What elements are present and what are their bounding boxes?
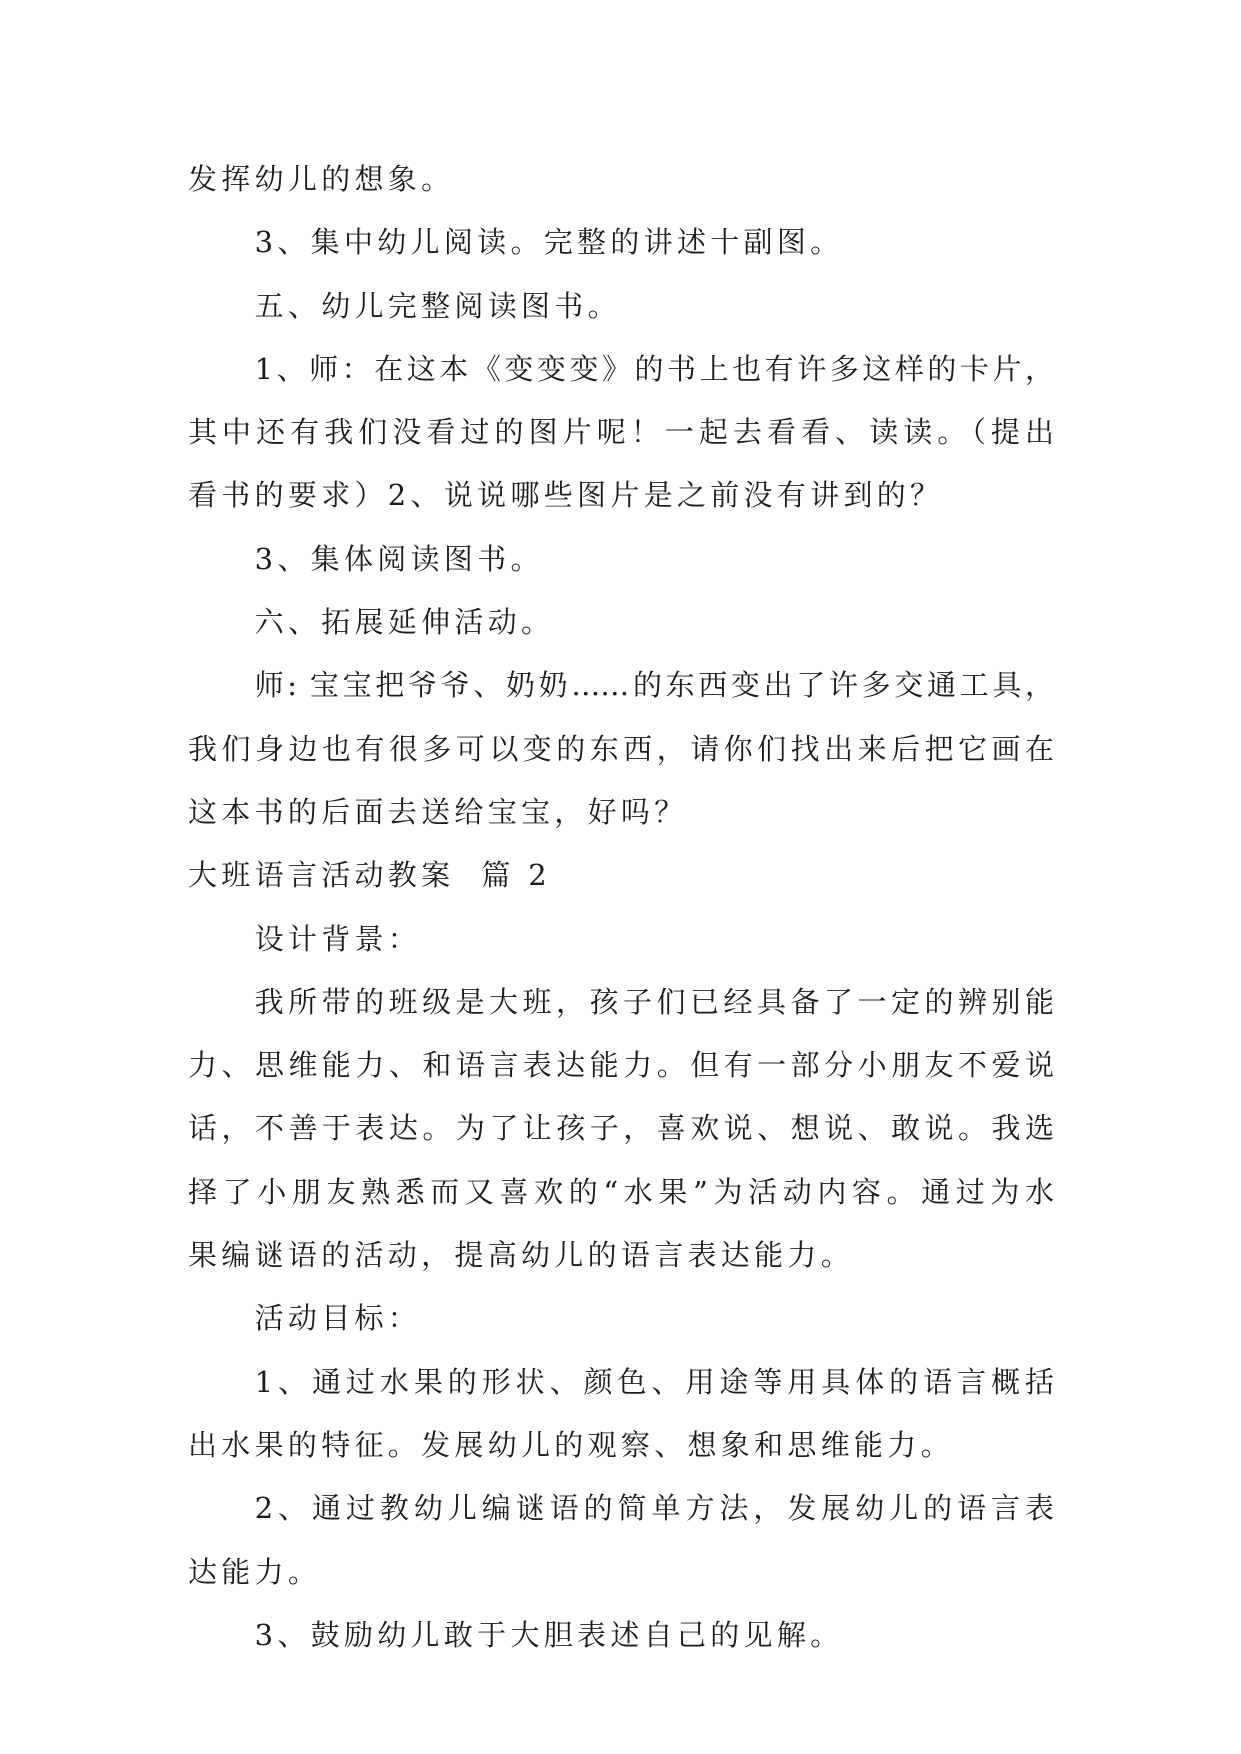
text-line: 其中还有我们没看过的图片呢！一起去看看、读读。（提出 [188,415,1054,450]
text-line: 活动目标： [254,1301,422,1336]
text-line: 3、集中幼儿阅读。完整的讲述十副图。 [254,225,844,260]
text-line: 六、拓展延伸活动。 [254,605,555,640]
text-line: 力、思维能力、和语言表达能力。但有一部分小朋友不爱说 [188,1048,1054,1083]
text-line: 果编谜语的活动，提高幼儿的语言表达能力。 [188,1238,855,1273]
text-line: 看书的要求）2、说说哪些图片是之前没有讲到的？ [188,478,944,513]
text-line: 五、幼儿完整阅读图书。 [254,288,621,323]
text-line: 话，不善于表达。为了让孩子，喜欢说、想说、敢说。我选 [188,1111,1054,1146]
text-line: 我们身边也有很多可以变的东西，请你们找出来后把它画在 [188,731,1054,766]
text-line: 1、通过水果的形状、颜色、用途等用具体的语言概括 [254,1364,1054,1399]
text-line: 设计背景： [254,921,422,956]
text-line: 2、通过教幼儿编谜语的简单方法，发展幼儿的语言表 [254,1491,1054,1526]
text-line: 师: 宝宝把爷爷、奶奶……的东西变出了许多交通工具， [254,668,1054,703]
text-line: 择了小朋友熟悉而又喜欢的“水果”为活动内容。通过为水 [188,1174,1054,1209]
text-line: 这本书的后面去送给宝宝，好吗？ [188,794,688,829]
text-line: 我所带的班级是大班，孩子们已经具备了一定的辨别能 [254,984,1054,1019]
document-page [188,148,1054,1667]
text-line: 1、师：在这本《变变变》的书上也有许多这样的卡片， [254,351,1054,386]
text-line: 3、鼓励幼儿敢于大胆表述自己的见解。 [254,1617,844,1652]
text-line: 出水果的特征。发展幼儿的观察、想象和思维能力。 [188,1427,954,1462]
text-line: 发挥幼儿的想象。 [188,162,455,196]
text-line: 3、集体阅读图书。 [254,541,544,576]
section-heading: 大班语言活动教案 篇 2 [188,858,552,893]
text-line: 达能力。 [188,1554,322,1589]
